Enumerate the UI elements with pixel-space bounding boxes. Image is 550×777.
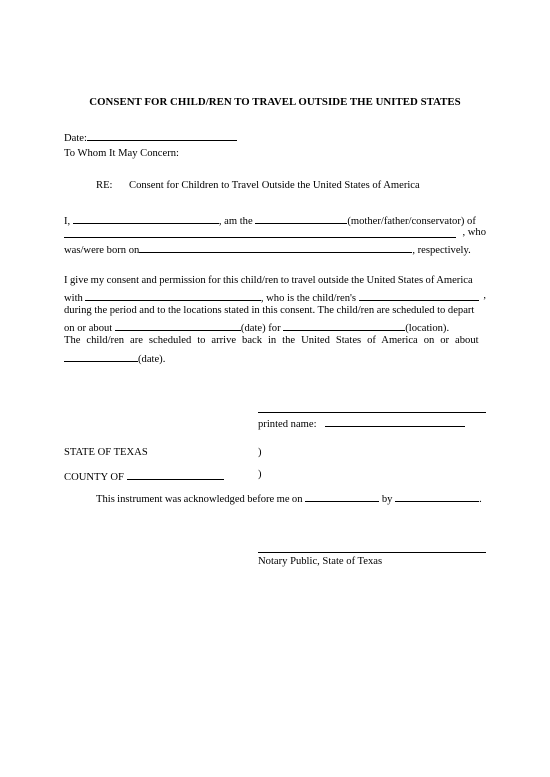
- printed-name-line: [258, 417, 465, 431]
- p2-comma: ,: [483, 290, 486, 301]
- p2-on-or-about: on or about: [64, 323, 113, 334]
- p1-respectively: , respectively.: [412, 245, 471, 256]
- notary-signature-line[interactable]: [258, 552, 486, 553]
- return-date-field[interactable]: [64, 352, 138, 362]
- location-field[interactable]: [283, 321, 405, 331]
- county-label: COUNTY OF: [64, 472, 124, 483]
- county-field[interactable]: [127, 470, 224, 480]
- relation-field[interactable]: [255, 214, 347, 224]
- p2-line3: during the period and to the locations stated in this consent. The child/ren are scheduled to depart: [64, 305, 475, 316]
- p1-am-the: , am the: [218, 216, 253, 227]
- state-label: STATE OF TEXAS: [64, 447, 148, 458]
- p2-whose: , who is the child/ren's: [260, 293, 357, 304]
- p1-born-on: was/were born on: [64, 245, 140, 256]
- p2-date-end: (date).: [138, 354, 166, 365]
- p2-line5: The child/ren are scheduled to arrive back in the United States of America on or about: [64, 335, 479, 346]
- ack-name-field[interactable]: [395, 492, 479, 502]
- re-text: Consent for Children to Travel Outside the United States of America: [129, 180, 420, 191]
- p2-location: (location).: [405, 323, 450, 334]
- document-title: CONSENT FOR CHILD/REN TO TRAVEL OUTSIDE THE UNITED STATES: [89, 96, 461, 108]
- p1-line2: [64, 228, 486, 239]
- p2-line6: [64, 352, 165, 366]
- p1-line1: [64, 214, 486, 228]
- ack-period: .: [479, 494, 482, 505]
- companion-name-field[interactable]: [85, 291, 261, 301]
- date-line: [64, 131, 237, 145]
- notary-label: Notary Public, State of Texas: [258, 556, 383, 567]
- p2-date-for: (date) for: [240, 323, 281, 334]
- signature-line[interactable]: [258, 412, 486, 413]
- printed-name-field[interactable]: [325, 417, 465, 427]
- p1-who: , who: [462, 227, 486, 238]
- salutation: To Whom It May Concern:: [64, 148, 179, 159]
- p1-relation: (mother/father/conservator) of: [347, 216, 476, 227]
- birth-dates-field[interactable]: [139, 243, 412, 253]
- ack-date-field[interactable]: [305, 492, 379, 502]
- state-paren: ): [258, 447, 262, 458]
- parent-name-field[interactable]: [73, 214, 219, 224]
- p2-line1: I give my consent and permission for this child/ren to travel outside the United States of America: [64, 275, 473, 286]
- p1-i: I,: [64, 216, 71, 227]
- children-names-field[interactable]: [64, 228, 456, 238]
- p2-line4: [64, 321, 486, 335]
- p2-line2: [64, 291, 486, 305]
- companion-relation-field[interactable]: [359, 291, 479, 301]
- ack-by: by: [381, 494, 393, 505]
- date-field[interactable]: [87, 131, 237, 141]
- date-label: Date:: [64, 133, 87, 144]
- ack-text: This instrument was acknowledged before me on: [96, 494, 303, 505]
- p1-line3: [64, 243, 486, 257]
- depart-date-field[interactable]: [115, 321, 241, 331]
- printed-name-label: printed name:: [258, 419, 317, 430]
- county-paren: ): [258, 469, 262, 480]
- p2-with: with: [64, 293, 83, 304]
- acknowledgment-line: [96, 492, 482, 506]
- re-label: RE:: [96, 180, 113, 191]
- county-line: [64, 470, 224, 484]
